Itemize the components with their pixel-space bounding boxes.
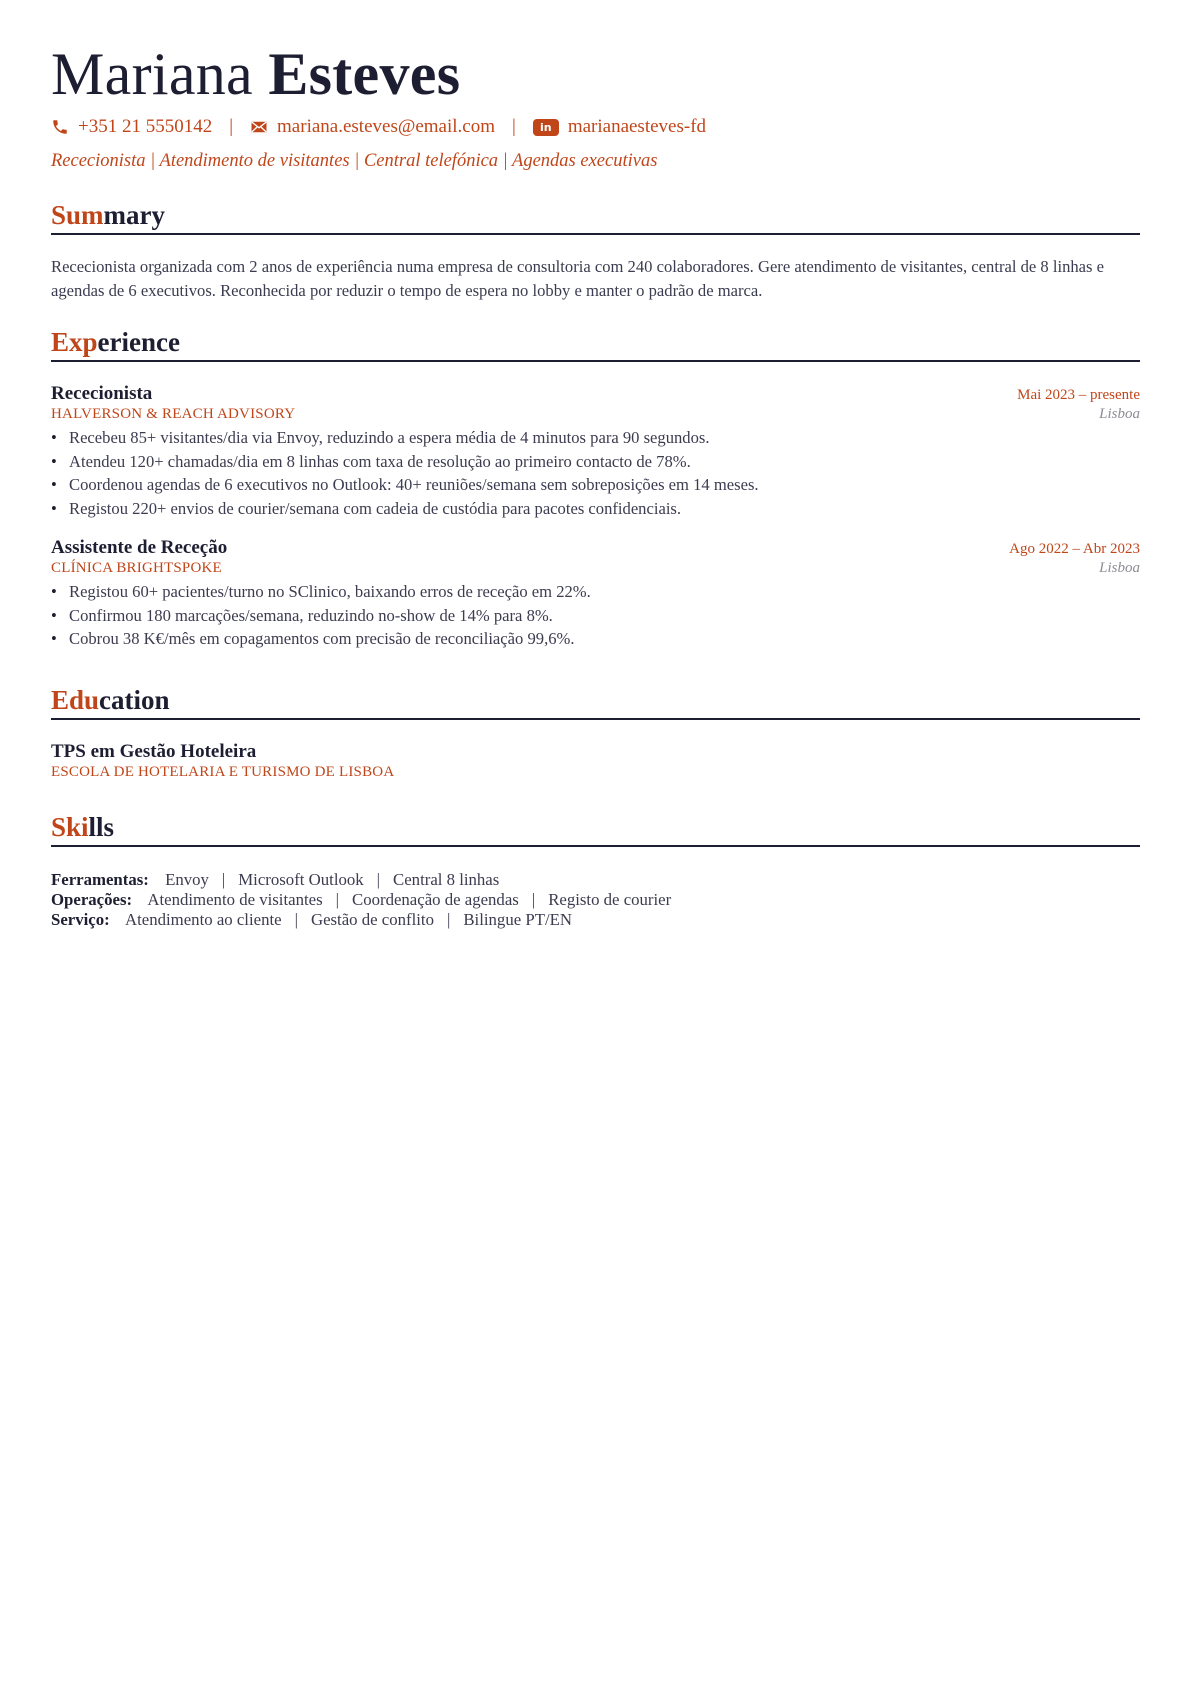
job-dates: Ago 2022 – Abr 2023 — [1009, 541, 1140, 557]
phone-contact[interactable] — [51, 116, 212, 138]
section-title-rest: erience — [97, 327, 180, 357]
first-name: Mariana — [51, 41, 253, 107]
job-location: Lisboa — [1099, 406, 1140, 422]
linkedin-contact[interactable] — [533, 116, 706, 138]
job-dates: Mai 2023 – presente — [1017, 387, 1140, 403]
skill-group-label: Serviço: — [51, 910, 110, 929]
job-bullet: • Cobrou 38 K€/mês em copagamentos com precisão de reconciliação 99,6%. — [69, 627, 1140, 651]
section-title-rest: mary — [103, 200, 166, 230]
skill-separator: | — [376, 870, 381, 889]
section-title-experience — [51, 325, 1140, 362]
experience-entry — [51, 537, 1140, 651]
education-entry — [51, 741, 1140, 781]
job-bullet: • Atendeu 120+ chamadas/dia em 8 linhas com taxa de resolução ao primeiro contacto de 78%. — [69, 450, 1140, 474]
job-bullet: • Registou 60+ pacientes/turno no SClinico, baixando erros de receção em 22%. — [69, 580, 1140, 604]
skill-item: Bilingue PT/EN — [463, 910, 572, 929]
school-name: ESCOLA DE HOTELARIA E TURISMO DE LISBOA — [51, 764, 395, 780]
skill-separator: | — [221, 870, 226, 889]
section-title-skills — [51, 810, 1140, 847]
job-title: Assistente de Receção — [51, 537, 228, 558]
skill-item: Atendimento de visitantes — [147, 890, 323, 909]
job-organization: HALVERSON & REACH ADVISORY — [51, 406, 296, 422]
skill-group — [51, 890, 671, 910]
degree-title: TPS em Gestão Hoteleira — [51, 741, 257, 762]
job-organization: CLÍNICA BRIGHTSPOKE — [51, 560, 222, 576]
job-bullet: • Confirmou 180 marcações/semana, reduzindo no-show de 14% para 8%. — [69, 604, 1140, 628]
experience-entry — [51, 383, 1140, 521]
job-bullet: • Coordenou agendas de 6 executivos no Outlook: 40+ reuniões/semana sem sobreposições em 14 meses. — [69, 473, 1140, 497]
job-bullet: • Recebeu 85+ visitantes/dia via Envoy, reduzindo a espera média de 4 minutos para 90 segundos. — [69, 426, 1140, 450]
job-bullets — [51, 580, 1140, 651]
skill-item: Microsoft Outlook — [238, 870, 364, 889]
job-bullet: • Registou 220+ envios de courier/semana com cadeia de custódia para pacotes confidenciais. — [69, 497, 1140, 521]
skill-item: Gestão de conflito — [310, 910, 434, 929]
job-location: Lisboa — [1099, 560, 1140, 576]
envelope-icon — [250, 118, 268, 136]
section-title-accent: Edu — [51, 685, 100, 715]
candidate-name — [51, 36, 460, 112]
skills-list — [51, 870, 671, 930]
section-title-accent: Ski — [51, 812, 89, 842]
phone-icon — [51, 118, 69, 136]
linkedin-icon: in — [533, 119, 559, 136]
email-address: mariana.esteves@email.com — [277, 116, 495, 137]
section-title-summary — [51, 198, 1140, 235]
job-title: Rececionista — [51, 383, 153, 404]
skill-group — [51, 910, 671, 930]
contact-separator: | — [512, 116, 516, 137]
skill-group-label: Ferramentas: — [51, 870, 149, 889]
skill-separator: | — [335, 890, 339, 909]
contact-separator: | — [229, 116, 234, 137]
skill-group-label: Operações: — [51, 890, 133, 909]
skill-item: Envoy — [165, 870, 209, 889]
section-title-education — [51, 683, 1140, 720]
skill-separator: | — [446, 910, 451, 929]
skill-item: Atendimento ao cliente — [125, 910, 282, 929]
skill-item: Central 8 linhas — [393, 870, 500, 889]
contact-line — [51, 114, 706, 140]
email-contact[interactable] — [250, 116, 495, 138]
summary-text: Rececionista organizada com 2 anos de experiência numa empresa de consultoria com 240 colaboradores. Gere atendimento de visitantes, central de 8 linhas e agendas de 6 executivos. Reconhecida por reduzir o tempo de espera no lobby e manter o padrão de marca. — [51, 257, 1104, 300]
section-title-rest: cation — [99, 685, 170, 715]
section-title-rest: lls — [88, 812, 115, 842]
skill-separator: | — [294, 910, 298, 929]
section-title-accent: Sum — [51, 200, 104, 230]
linkedin-handle: marianaesteves-fd — [567, 116, 707, 137]
job-bullets — [51, 426, 1140, 521]
skill-separator: | — [531, 890, 536, 909]
headline-tagline: Rececionista | Atendimento de visitantes | Central telefónica | Agendas executivas — [51, 151, 658, 171]
last-name: Esteves — [268, 41, 461, 107]
skill-group — [51, 870, 671, 890]
skill-item: Registo de courier — [548, 890, 672, 909]
skill-item: Coordenação de agendas — [352, 890, 519, 909]
section-title-accent: Exp — [51, 327, 98, 357]
phone-number: +351 21 5550142 — [78, 116, 213, 137]
